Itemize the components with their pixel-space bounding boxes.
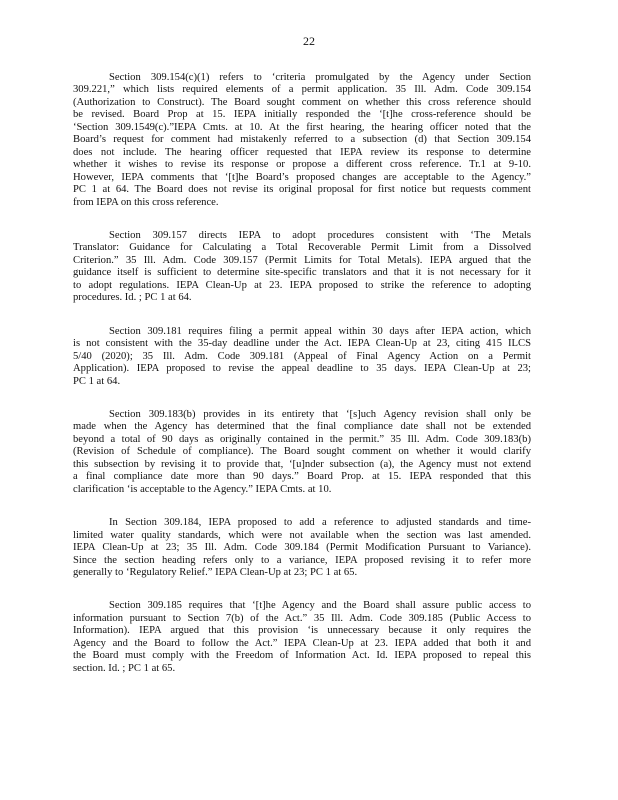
text-line: procedures. Id. ; PC 1 at 64.	[73, 292, 192, 304]
text-line: is not consistent with the 35-day deadline under the Act. IEPA Clean-Up at 23, citing 415 ILCS	[73, 338, 531, 350]
text-line: guidance itself is sufficient to determine site-specific translators and that it is not necessary for it	[73, 267, 531, 279]
paragraph	[73, 409, 531, 496]
text-line: this subsection by revising it to provide that, ‘[u]nder subsection (a), the Agency must not extend	[73, 458, 531, 470]
text-line: Application). IEPA proposed to revise the appeal deadline to 35 days. IEPA Clean-Up at 23;	[73, 363, 531, 375]
text-line: PC 1 at 64.	[73, 375, 121, 387]
text-line: be revised. Board Prop at 15. IEPA initially responded the ‘[t]he cross-reference should be	[73, 109, 531, 121]
text-line: 309.221,” which lists required elements of a permit application. 35 Ill. Adm. Code 309.154	[73, 84, 531, 96]
text-line: Section 309.185 requires that ‘[t]he Agency and the Board shall assure public access to	[109, 600, 531, 612]
text-line: generally to ‘Regulatory Relief.” IEPA Clean-Up at 23; PC 1 at 65.	[73, 566, 358, 578]
text-line: limited water quality standards, which were not available when the section was last amended.	[73, 529, 531, 541]
text-line: Section 309.181 requires filing a permit appeal within 30 days after IEPA action, which	[109, 325, 531, 337]
text-line: Section 309.157 directs IEPA to adopt procedures consistent with ‘The Metals	[109, 229, 531, 241]
text-line: Board’s request for comment had mistakenly referred to a subsection (d) that Section 309.154	[73, 134, 531, 146]
text-line: However, IEPA comments that ‘[t]he Board’s proposed changes are acceptable to the Agency.”	[73, 171, 531, 183]
text-line: 5/40 (2020); 35 Ill. Adm. Code 309.181 (Appeal of Final Agency Action on a Permit	[73, 350, 531, 362]
text-line: ‘Section 309.1549(c).”IEPA Cmts. at 10. At the first hearing, the hearing officer noted that the	[73, 121, 531, 133]
text-line: (Authorization to Construct). The Board sought comment on whether this cross reference should	[73, 96, 531, 108]
document-body	[73, 72, 531, 696]
paragraph	[73, 230, 531, 305]
text-line: information pursuant to Section 7(b) of the Act.” 35 Ill. Adm. Code 309.185 (Public Access to	[73, 612, 531, 624]
paragraph	[73, 326, 531, 388]
paragraph	[73, 517, 531, 579]
text-line: Section 309.154(c)(1) refers to ‘criteria promulgated by the Agency under Section	[109, 72, 531, 83]
page-number: 22	[303, 34, 315, 48]
text-line: Agency and the Board to follow the Act.” IEPA Clean-Up at 23. IEPA added that both it and	[73, 637, 531, 649]
text-line: made when the Agency has determined that the final compliance date shall not be extended	[73, 421, 531, 433]
text-line: from IEPA on this cross reference.	[73, 196, 219, 208]
text-line: Translator: Guidance for Calculating a Total Recoverable Permit Limit from a Dissolved	[73, 242, 531, 254]
text-line: IEPA Clean-Up at 23; 35 Ill. Adm. Code 309.184 (Permit Modification Pursuant to Variance).	[73, 542, 531, 554]
text-line: PC 1 at 64. The Board does not revise its original proposal for first notice but requests comment	[73, 184, 531, 196]
text-line: to adopt regulations. IEPA Clean-Up at 23. IEPA proposed to strike the reference to adopting	[73, 279, 531, 291]
text-line: does not include. The hearing officer requested that IEPA review its response to determine	[73, 146, 531, 158]
text-line: Section 309.183(b) provides in its entirety that ‘[s]uch Agency revision shall only be	[109, 408, 531, 420]
paragraph	[73, 72, 531, 209]
text-line: Information). IEPA argued that this provision ‘is unnecessary because it only requires the	[73, 625, 531, 637]
text-line: Since the section heading refers only to a variance, IEPA proposed revising it to refer more	[73, 554, 531, 566]
text-line: the Board must comply with the Freedom of Information Act. Id. IEPA proposed to repeal this	[73, 650, 531, 662]
paragraph	[73, 600, 531, 675]
text-line: In Section 309.184, IEPA proposed to add a reference to adjusted standards and time-	[109, 517, 531, 529]
text-line: Criterion.” 35 Ill. Adm. Code 309.157 (Permit Limits for Total Metals). IEPA argued that the	[73, 254, 531, 266]
text-line: a final compliance date more than 90 days.” Board Prop. at 15. IEPA responded that this	[73, 471, 531, 483]
text-line: section. Id. ; PC 1 at 65.	[73, 662, 176, 674]
text-line: whether it wishes to revise its response or propose a different cross reference. Tr.1 at 9-10.	[73, 159, 531, 171]
text-line: (Revision of Schedule of compliance). The Board sought comment on whether it would clarify	[73, 446, 531, 458]
text-line: beyond a total of 90 days as originally contained in the permit.” 35 Ill. Adm. Code 309.183(b)	[73, 433, 531, 445]
text-line: clarification ‘is acceptable to the Agency.” IEPA Cmts. at 10.	[73, 483, 332, 495]
